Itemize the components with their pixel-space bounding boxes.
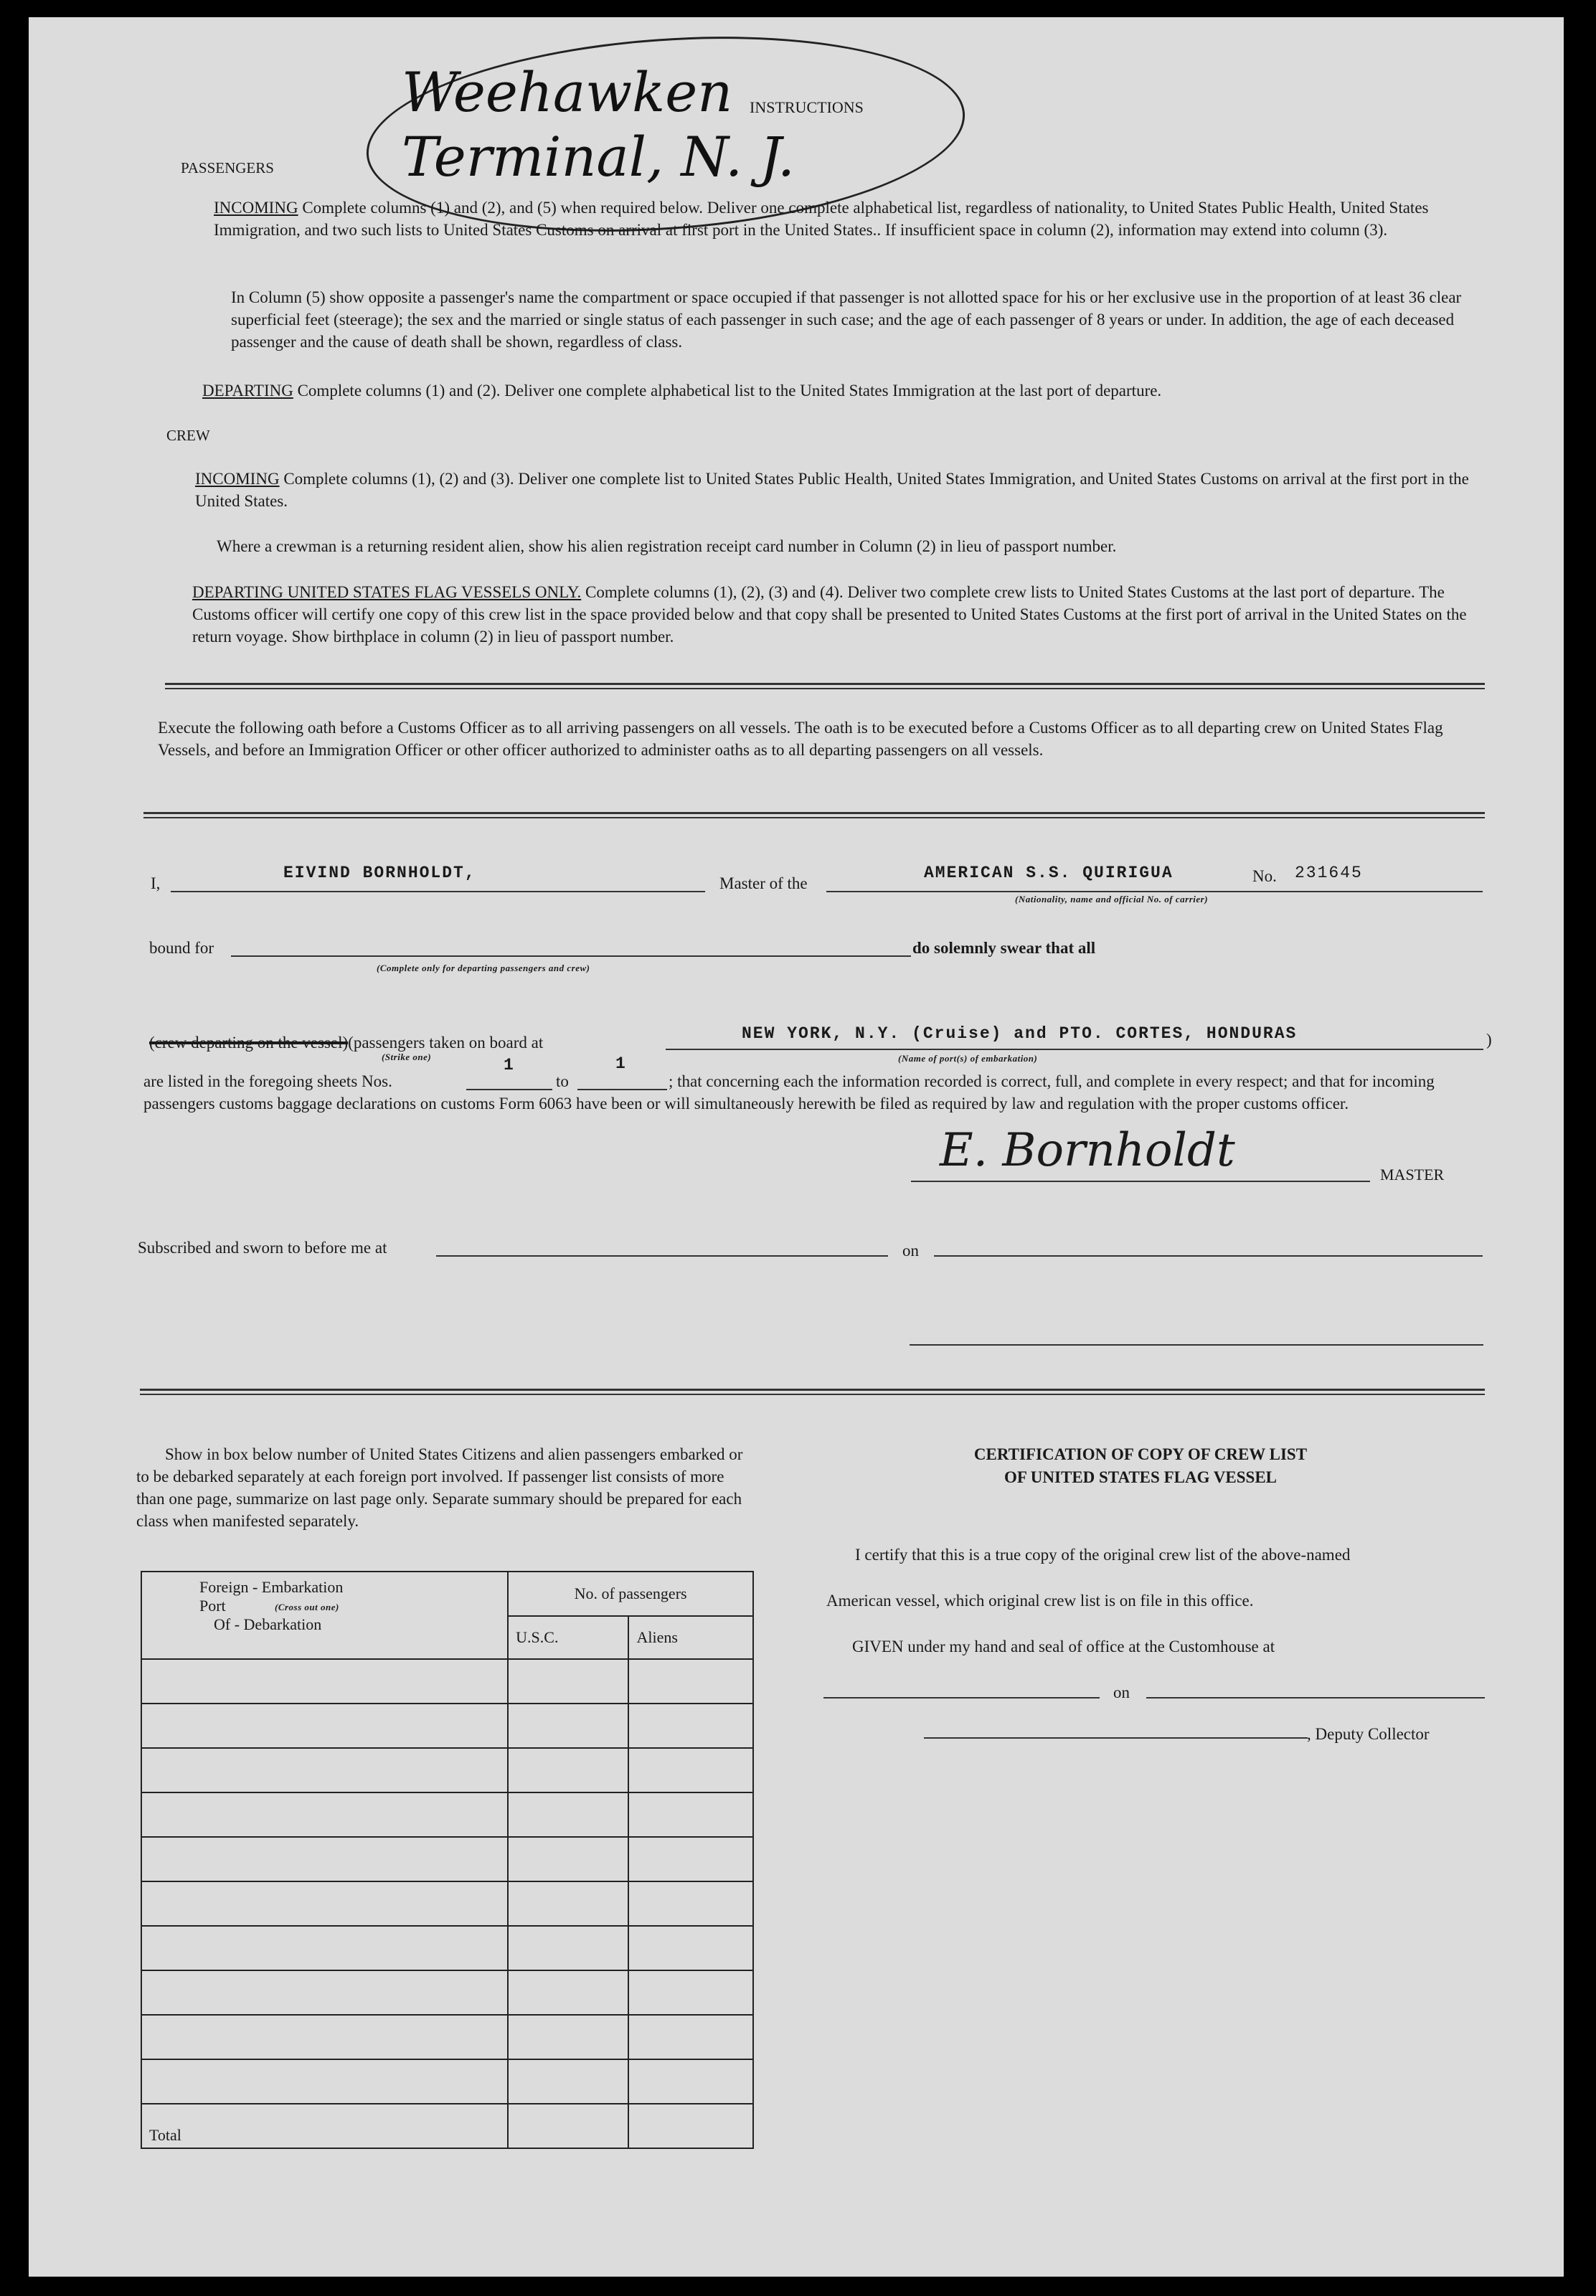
total-row <box>141 2104 753 2148</box>
customhouse-line <box>823 1697 1100 1699</box>
table-row <box>141 1659 753 1704</box>
master-name: EIVIND BORNHOLDT, <box>283 864 476 882</box>
vessel-no-label: No. <box>1252 867 1277 885</box>
table-row <box>141 1837 753 1881</box>
table-row <box>141 2059 753 2104</box>
sheet-from: 1 <box>504 1056 515 1074</box>
vessel-name: AMERICAN S.S. QUIRIGUA <box>924 864 1174 882</box>
ports-close-paren: ) <box>1486 1031 1492 1049</box>
passenger-summary-table <box>141 1571 754 2149</box>
table-row <box>141 1748 753 1792</box>
table-row <box>141 2015 753 2059</box>
oath-instruction: Execute the following oath before a Customs Officer as to all arriving passengers on all vessels. The oath is to be executed before a Customs Officer as to all departing crew on United States Flag Vessels, and before an Immigration Officer or other officer authorized to administer oaths as to all departing passengers on all vessels. <box>158 719 1443 759</box>
certification-title-2: OF UNITED STATES FLAG VESSEL <box>1004 1468 1278 1486</box>
vessel-no: 231645 <box>1295 864 1363 882</box>
bound-caption: (Complete only for departing passengers and crew) <box>377 963 590 973</box>
table-row <box>141 1970 753 2015</box>
sheet-to: 1 <box>615 1054 627 1073</box>
flag-label: DEPARTING UNITED STATES FLAG VESSELS ONLY. <box>192 583 582 601</box>
master-label: MASTER <box>1380 1166 1445 1184</box>
divider-3 <box>140 1389 1485 1395</box>
certification-title-1: CERTIFICATION OF COPY OF CREW LIST <box>973 1445 1308 1463</box>
port-column-header: Foreign - Embarkation Port (Cross out one) Of - Debarkation <box>141 1572 508 1659</box>
officer-line <box>910 1344 1483 1346</box>
certification-date-line <box>1146 1697 1485 1699</box>
vessel-caption: (Nationality, name and official No. of carrier) <box>1015 894 1209 904</box>
aliens-column-header: Aliens <box>628 1616 753 1659</box>
crew-incoming-text: Complete columns (1), (2) and (3). Deliver one complete list to United States Public Health, United States Immigration, and United States Customs on arrival at the first port in the United States. <box>195 470 1469 510</box>
bound-for-line <box>231 955 911 957</box>
handwritten-stamp: Weehawken Terminal, N. J. <box>402 60 795 189</box>
passengers-incoming <box>214 197 1505 241</box>
listed-label: are listed in the foregoing sheets Nos. <box>143 1072 392 1090</box>
departing-label: DEPARTING <box>202 382 293 400</box>
oath-i-label: I, <box>151 874 161 892</box>
table-row <box>141 1704 753 1748</box>
listed-rest-first: ; that concerning each the information recorded is correct, full, and complete in every respect; and that for incoming passengers customs baggage declarations on customs Form 6063 have been or will simultaneously herewith be filed as required by law and regulation with the proper customs officer. <box>143 1072 1435 1112</box>
bound-for-label: bound for <box>149 939 214 957</box>
signature-line <box>911 1181 1370 1182</box>
subscribed-date-line <box>934 1255 1483 1257</box>
certification-text-1: I certify that this is a true copy of the original crew list of the above-named <box>855 1546 1351 1564</box>
departing-text: Complete columns (1) and (2). Deliver one complete alphabetical list to the United States Immigration at the last port of departure. <box>297 382 1162 400</box>
subscribed-on-label: on <box>902 1242 919 1260</box>
deputy-signature-line <box>924 1737 1308 1739</box>
document-page <box>29 17 1564 2277</box>
master-signature: E. Bornholdt <box>940 1124 1235 1177</box>
divider-2 <box>143 812 1485 818</box>
table-row <box>141 1926 753 1970</box>
crew-incoming-label: INCOMING <box>195 470 280 488</box>
instructions-title: INSTRUCTIONS <box>750 98 864 116</box>
ports-value: NEW YORK, N.Y. (Cruise) and PTO. CORTES, HONDURAS <box>742 1024 1298 1043</box>
passengers-column-header: No. of passengers <box>508 1572 753 1616</box>
master-of-label: Master of the <box>719 874 808 892</box>
total-label: Total <box>141 2104 508 2148</box>
ports-caption: (Name of port(s) of embarkation) <box>898 1053 1038 1064</box>
summary-instruction: Show in box below number of United States Citizens and alien passengers embarked or to be debarked separately at each foreign port involved. If passenger list consists of more than one page, summarize on last page only. Separate summary should be prepared for each class when manifested separately. <box>136 1445 743 1530</box>
certification-on-label: on <box>1113 1683 1130 1701</box>
column5-text: In Column (5) show opposite a passenger's name the compartment or space occupied if that passenger is not allotted space for his or her exclusive use in the proportion of at least 36 clear superficial feet (steerage); the sex and the married or single status of each passenger in such case; and the age of each passenger of 8 years or under. In addition, the age of each deceased passenger and the cause of death shall be shown, regardless of class. <box>231 288 1462 351</box>
incoming-label: INCOMING <box>214 199 298 217</box>
incoming-text: Complete columns (1) and (2), and (5) when required below. Deliver one complete alphabetical list, regardless of nationality, to United States Public Health, United States Immigration, and two such lists to United States Customs on arrival at first port in the United States.. If insufficient space in column (2), information may extend into column (3). <box>214 199 1429 239</box>
to-label: to <box>556 1072 569 1090</box>
certification-text-2: American vessel, which original crew list is on file in this office. <box>826 1592 1254 1610</box>
crew-heading: CREW <box>166 427 210 444</box>
passengers-departing <box>202 379 1493 402</box>
flag-vessels <box>192 581 1483 648</box>
crewman-text: Where a crewman is a returning resident alien, show his alien registration receipt card number in Column (2) in lieu of passport number. <box>217 537 1117 555</box>
usc-column-header: U.S.C. <box>508 1616 628 1659</box>
subscribed-label: Subscribed and sworn to before me at <box>138 1239 387 1257</box>
crew-incoming <box>195 468 1486 512</box>
table-row <box>141 1881 753 1926</box>
flag-text: Complete columns (1), (2), (3) and (4). Deliver two complete crew lists to United States Customs at the last port of departure. The Customs officer will certify one copy of this crew list in the space provided below and that copy shall be presented to United States Customs at the first port of arrival in the United States on the return voyage. Show birthplace in column (2) in lieu of passport number. <box>192 583 1467 646</box>
divider-1 <box>165 683 1485 689</box>
deputy-collector-label: , Deputy Collector <box>1307 1725 1430 1743</box>
certification-text-3: GIVEN under my hand and seal of office at the Customhouse at <box>852 1638 1275 1655</box>
passengers-taken: (passengers taken on board at <box>348 1034 544 1052</box>
subscribed-place-line <box>436 1255 888 1257</box>
ports-line <box>666 1049 1483 1050</box>
passengers-heading: PASSENGERS <box>181 159 274 176</box>
crew-departing-struck: (crew departing on the vessel)(passengers taken on board at <box>149 1034 544 1052</box>
strike-caption: (Strike one) <box>382 1052 432 1062</box>
vessel-line <box>826 891 1483 892</box>
table-row <box>141 1792 753 1837</box>
swear-text: do solemnly swear that all <box>912 939 1096 957</box>
master-name-line <box>171 891 705 892</box>
